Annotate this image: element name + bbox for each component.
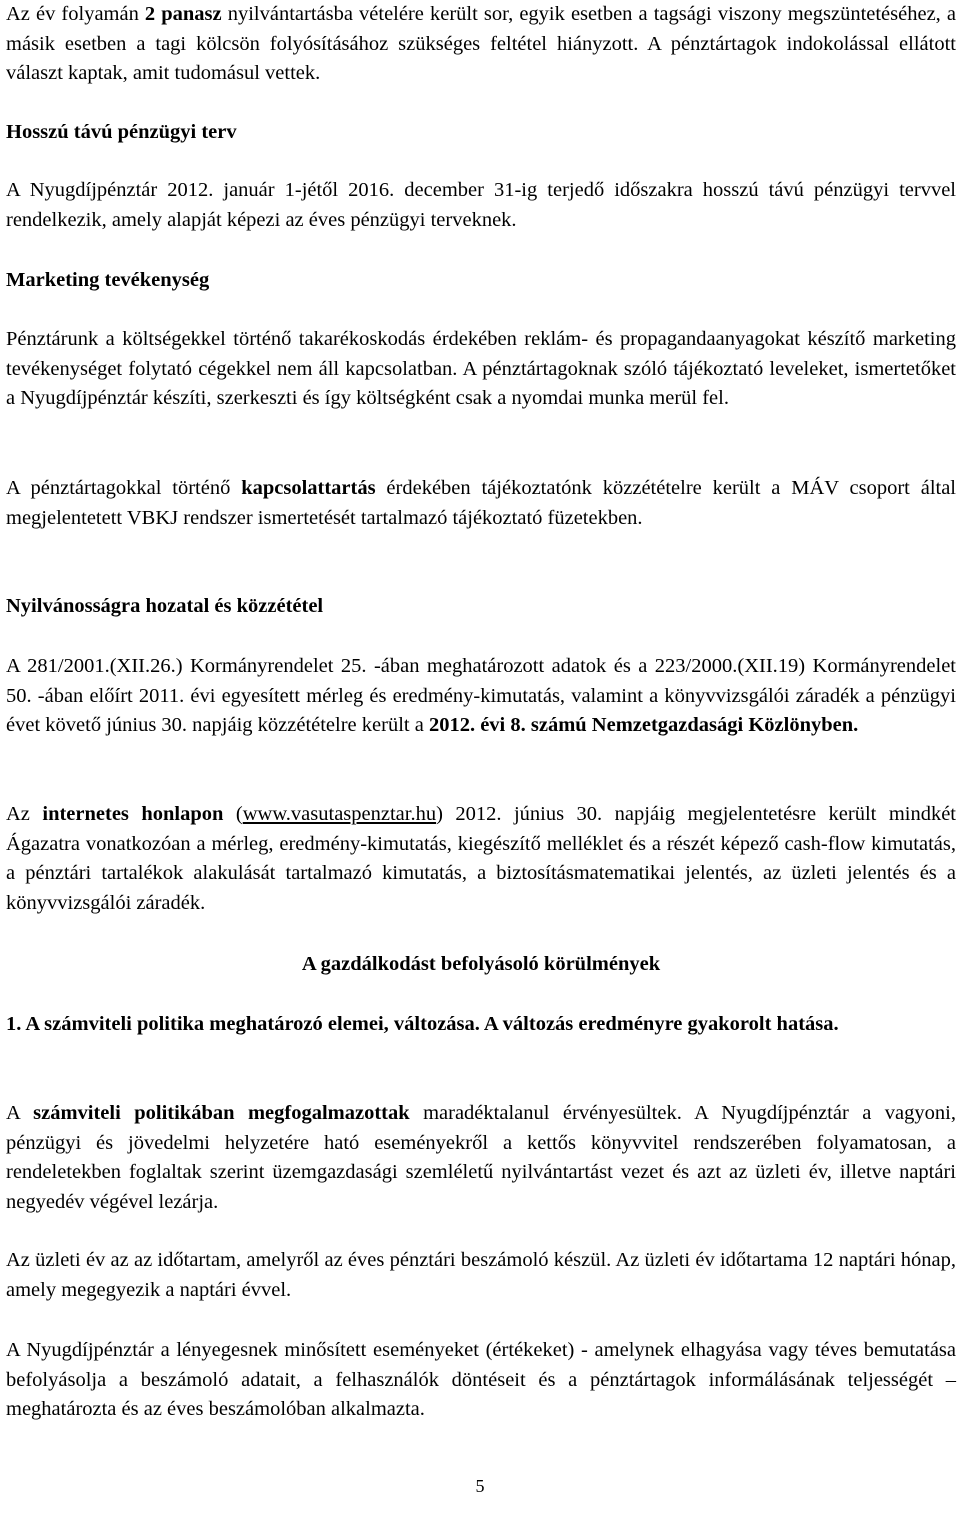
heading-marketing: Marketing tevékenység	[6, 269, 210, 291]
website-link[interactable]: www.vasutaspenztar.hu	[242, 803, 437, 825]
text-segment: érdekében tájékoztatónk közzétételre került a MÁV csoport által megjelentetett VBKJ rendszer ismertetését tartalmazó tájékoztató füzetekben.	[6, 477, 956, 529]
text-segment: A 281/2001.(XII.26.) Kormányrendelet 25. -ában meghatározott adatok és a 223/2000.(XII.19) Kormányrendelet 50. -ában előírt 2011. évi egyesített mérleg és eredmény-kimutatás, valamint a könyvvizsgálói záradék a pénzügyi évet követő június 30. napjáig közzétételre került a	[6, 655, 956, 736]
bold-text: számviteli politikában megfogalmazottak	[33, 1102, 410, 1124]
bold-text: 2012. évi 8. számú Nemzetgazdasági Közlönyben.	[428, 714, 859, 736]
heading-accounting-policy: 1. A számviteli politika meghatározó elemei, változása. A változás eredményre gyakorolt hatása.	[6, 1013, 839, 1035]
website-paragraph	[6, 800, 956, 918]
text-segment: ) 2012. június 30. napjáig megjelentetésre került mindkét Ágazatra vonatkozóan a mérleg, eredmény-kimutatás, kiegészítő melléklet és a részét képező cash-flow kimutatás, a pénztári tartalékok alakulását tartalmazó kimutatás, a biztosításmatematikai jelentés, az üzleti jelentés és a könyvvizsgálói záradék.	[6, 803, 957, 914]
bold-text: kapcsolattartás	[241, 477, 376, 499]
publication-paragraph	[6, 652, 956, 741]
text-segment: (	[223, 803, 243, 825]
marketing-paragraph: Pénztárunk a költségekkel történő takarékoskodás érdekében reklám- és propagandaanyagokat készítő marketing tevékenységet folytató cégekkel nem áll kapcsolatban. A pénztártagoknak szóló tájékoztató leveleket, ismertetőket a Nyugdíjpénztár készíti, szerkeszti és így költségként csak a nyomdai munka merül fel.	[6, 328, 956, 409]
text-segment: maradéktalanul érvényesültek. A Nyugdíjpénztár a vagyoni, pénzügyi és jövedelmi helyzetére ható eseményekről a kettős könyvvitel rendszerében folyamatosan, a rendeletekben foglaltak szerint üzemgazdasági szemléletű nyilvántartást vezet és azt az üzleti év, illetve naptári negyedév végével lezárja.	[6, 1102, 956, 1213]
text-segment: A	[6, 1102, 34, 1124]
contact-paragraph	[6, 474, 956, 533]
page-number: 5	[475, 1476, 485, 1496]
accounting-policy-paragraph	[6, 1099, 956, 1217]
materiality-paragraph: A Nyugdíjpénztár a lényegesnek minősített eseményeket (értékeket) - amelynek elhagyása vagy téves bemutatása befolyásolja a beszámoló adatait, a felhasználók döntéseit és a pénztártagok informálásának teljességét – meghatározta és az éves beszámolóban alkalmazta.	[6, 1339, 956, 1420]
heading-long-term-plan: Hosszú távú pénzügyi terv	[6, 121, 237, 143]
text-segment: Az	[6, 803, 43, 825]
heading-publication: Nyilvánosságra hozatal és közzététel	[6, 595, 324, 617]
text-segment: A pénztártagokkal történő	[6, 477, 242, 499]
bold-text: internetes honlapon	[42, 803, 224, 825]
text-segment: nyilvántartásba vételére került sor, egyik esetben a tagsági viszony megszüntetéséhez, a másik esetben a tagi kölcsön folyósításához szükséges feltétel hiányzott. A pénztártagok indokolással ellátott választ kaptak, amit tudomásul vettek.	[6, 3, 956, 84]
heading-business-circumstances: A gazdálkodást befolyásoló körülmények	[301, 953, 661, 975]
long-term-plan-paragraph: A Nyugdíjpénztár 2012. január 1-jétől 2016. december 31-ig terjedő időszakra hosszú távú pénzügyi tervvel rendelkezik, amely alapját képezi az éves pénzügyi terveknek.	[6, 179, 956, 231]
business-year-paragraph: Az üzleti év az az időtartam, amelyről az éves pénztári beszámoló készül. Az üzleti év időtartama 12 naptári hónap, amely megegyezik a naptári évvel.	[6, 1249, 956, 1301]
complaints-paragraph	[6, 0, 956, 89]
bold-text: 2 panasz	[144, 3, 222, 25]
text-segment: Az év folyamán	[6, 3, 145, 25]
